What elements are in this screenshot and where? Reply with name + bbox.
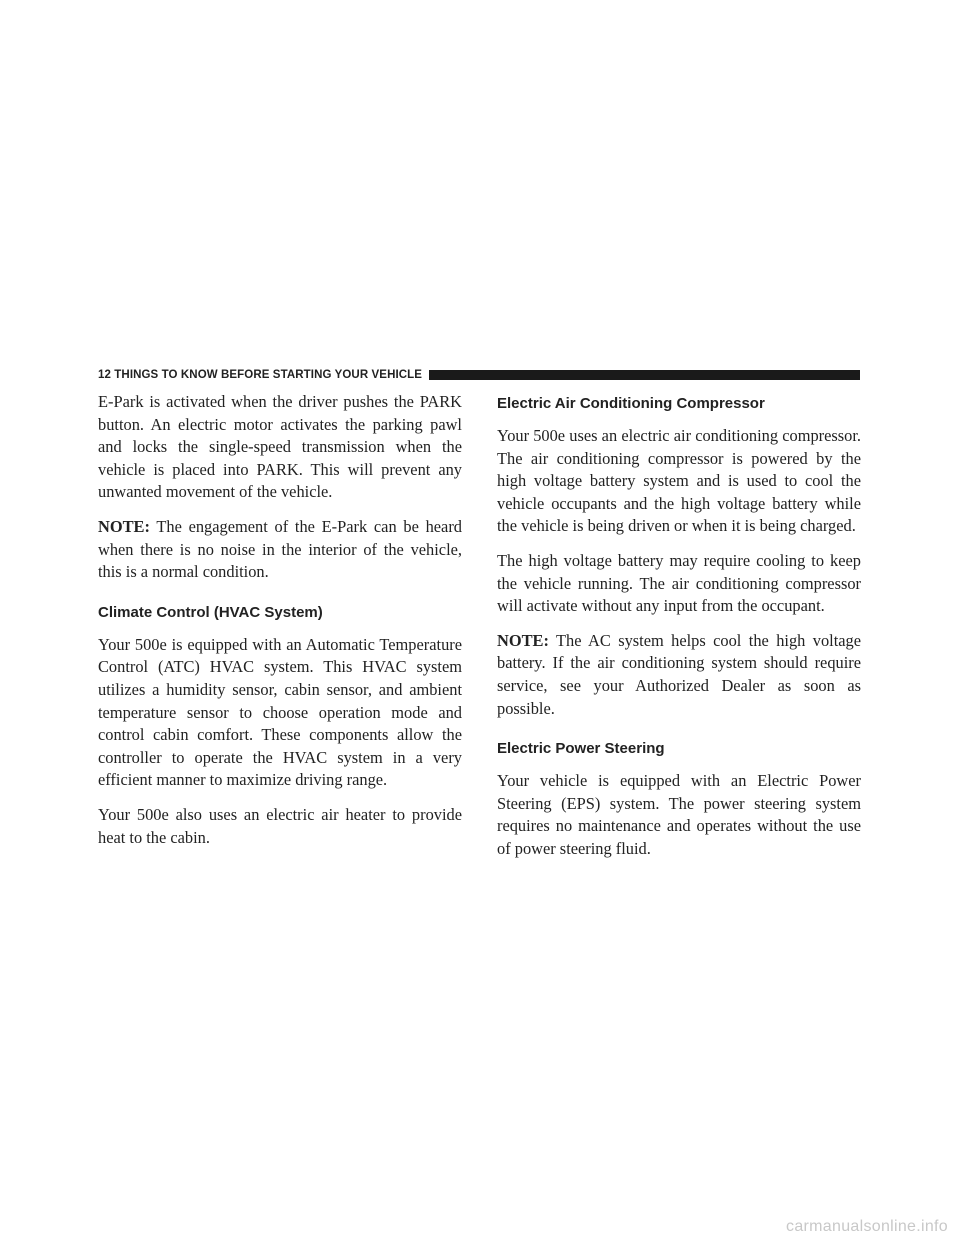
note-ac	[497, 630, 861, 720]
epark-paragraph: E-Park is activated when the driver pushes the PARK button. An electric motor activates the parking pawl and locks the single-speed transmission when the vehicle is placed into PARK. This will prevent any unwanted movement of the vehicle.	[98, 392, 462, 502]
heading-power-steering: Electric Power Steering	[497, 740, 665, 758]
note-text: The engagement of the E-Park can be heard when there is no noise in the interior of the vehicle, this is a normal condition.	[98, 516, 462, 582]
climate-paragraph-1: Your 500e is equipped with an Automatic Temperature Control (ATC) HVAC system. This HVAC system utilizes a humidity sensor, cabin sensor, and ambient temperature sensor to choose operation mode and control cabin comfort. These components allow the controller to operate the HVAC system in a very efficient manner to maximize driving range.	[98, 634, 462, 790]
ac-paragraph-2: The high voltage battery may require cooling to keep the vehicle running. The air conditioning compressor will activate without any input from the occupant.	[497, 550, 861, 616]
note-text: The AC system helps cool the high voltage battery. If the air conditioning system should require service, see your Authorized Dealer as soon as possible.	[497, 630, 861, 718]
heading-ac-compressor: Electric Air Conditioning Compressor	[497, 395, 765, 412]
watermark-text: carmanualsonline.info	[786, 1218, 948, 1235]
page-header-text: 12 THINGS TO KNOW BEFORE STARTING YOUR VEHICLE	[98, 369, 423, 381]
heading-climate-control: Climate Control (HVAC System)	[98, 603, 323, 621]
note-label: NOTE:	[497, 630, 549, 650]
page-header	[98, 364, 860, 386]
left-column	[98, 391, 462, 861]
eps-paragraph: Your vehicle is equipped with an Electric Power Steering (EPS) system. The power steering system requires no maintenance and operates without the use of power steering fluid.	[497, 771, 861, 858]
note-label: NOTE:	[98, 516, 150, 536]
note-epark	[98, 516, 462, 584]
ac-paragraph-1: Your 500e uses an electric air conditioning compressor. The air conditioning compressor is powered by the high voltage battery system and is used to cool the vehicle occupants and the high voltage battery while the vehicle is being driven or when it is being charged.	[497, 426, 861, 536]
header-rule	[429, 370, 860, 380]
climate-paragraph-2: Your 500e also uses an electric air heater to provide heat to the cabin.	[98, 804, 462, 847]
right-column	[497, 391, 861, 873]
